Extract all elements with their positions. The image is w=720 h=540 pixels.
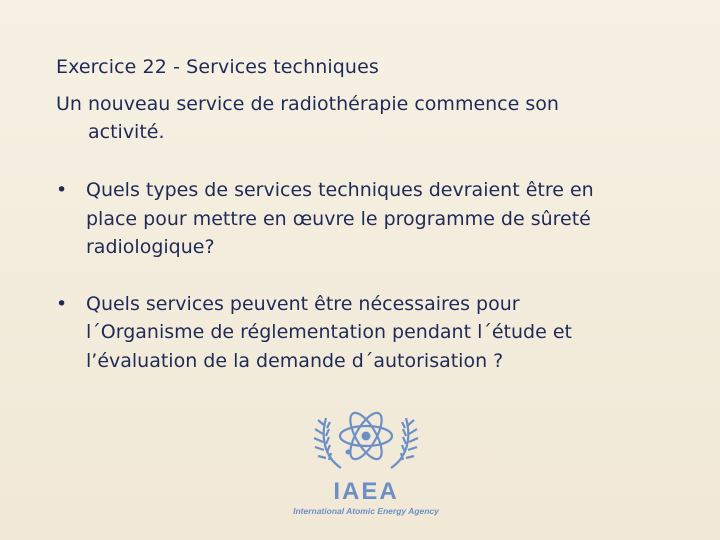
bullet-item-1 [56,176,656,262]
bullet-2-line-3: l’évaluation de la demande d´autorisation ? [86,349,504,372]
slide-title: Exercice 22 - Services techniques [56,56,379,78]
bullet-2-line-2: l´Organisme de réglementation pendant l´étude et [86,321,572,343]
intro-paragraph [56,90,616,146]
bullet-1-line-2: place pour mettre en œuvre le programme de sûreté [86,207,591,230]
iaea-full-name: International Atomic Energy Agency [293,506,439,516]
bullet-item-2 [56,290,656,376]
bullet-list [56,176,656,403]
intro-line-1: Un nouveau service de radiothérapie commence son [56,93,559,115]
bullet-1-line-3: radiologique? [86,236,215,258]
bullet-2-line-1: Quels services peuvent être nécessaires pour [86,292,520,315]
iaea-acronym: IAEA [333,478,399,505]
bullet-1-line-1: Quels types de services techniques devraient être en [86,179,594,201]
bullet-dot: • [56,179,68,201]
bullet-dot: • [56,292,68,315]
iaea-emblem-icon [286,398,446,476]
intro-line-2: activité. [88,121,165,143]
